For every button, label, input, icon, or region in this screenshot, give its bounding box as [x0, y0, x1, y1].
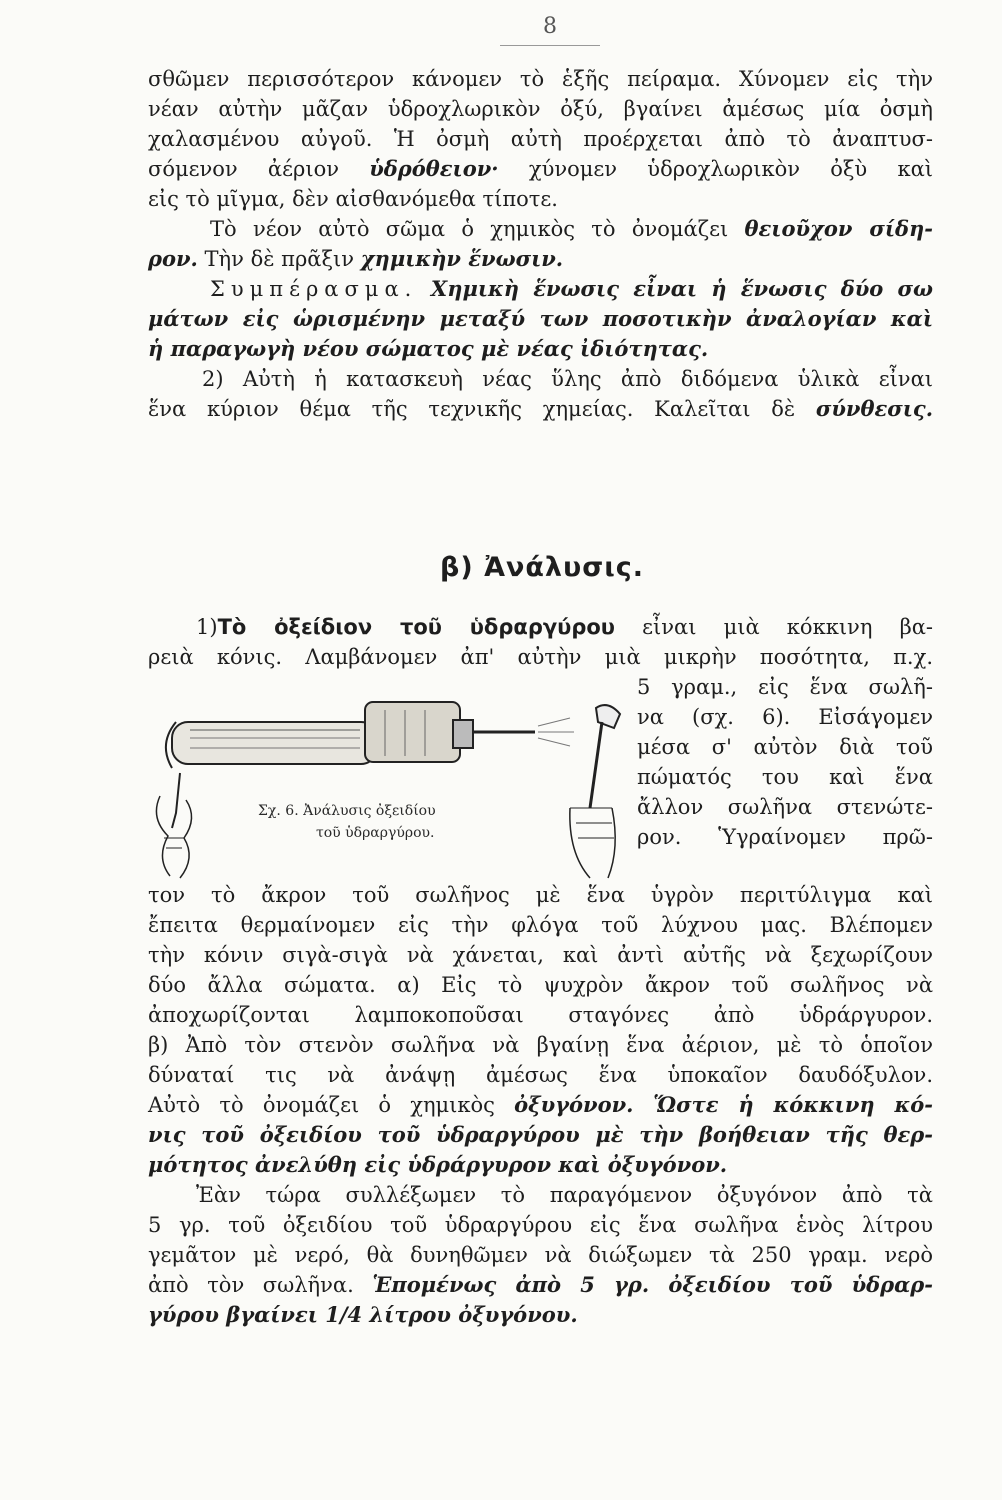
- holder: [172, 773, 180, 828]
- term-oxygen-conclusion: ὀξυγόνον. Ὥστε ἡ κόκκινη κό-: [514, 1092, 933, 1117]
- term-iron-sulfide: θειοῦχον σίδη-: [744, 216, 933, 241]
- text-span: Αὐτὸ τὸ ὀνομάζει ὁ χημικὸς: [148, 1093, 495, 1117]
- term-chemical-compound: χημικὴν ἕνωσιν.: [360, 246, 564, 271]
- text-line: [210, 214, 933, 244]
- glowing-splint: [596, 705, 620, 728]
- text-line: δύναταί τις νὰ ἀνάψῃ ἀμέσως ἕνα ὑποκαῖον δαυδόξυλον.: [148, 1063, 933, 1087]
- page-number: 8: [543, 14, 557, 39]
- text-line: [148, 1090, 933, 1120]
- text-line: [148, 154, 933, 184]
- text-span: ἕνα κύριον θέμα τῆς τεχνικῆς χημείας. Καλεῖται δὲ: [148, 397, 796, 421]
- term-synthesis: σύνθεσις.: [815, 396, 933, 421]
- conclusion-line: μότητος ἀνελύθη εἰς ὑδράργυρον καὶ ὀξυγόνον.: [148, 1152, 728, 1177]
- text-line: πώματός του καὶ ἕνα: [637, 765, 933, 789]
- text-line: 5 γρ. τοῦ ὀξειδίου τοῦ ὑδραργύρου εἰς ἕνα σωλῆνα ἑνὸς λίτρου: [148, 1213, 933, 1237]
- text-line: ἔπειτα θερμαίνομεν εἰς τὴν φλόγα τοῦ λύχνου μας. Βλέπομεν: [148, 913, 933, 937]
- text-line: νέαν αὐτὴν μᾶζαν ὑδροχλωρικὸν ὀξύ, βγαίνει ἀμέσως μία ὀσμὴ: [148, 97, 933, 121]
- text-line: Ἐὰν τώρα συλλέξωμεν τὸ παραγόμενον ὀξυγόνον ἀπὸ τὰ: [196, 1183, 933, 1207]
- text-line: δύο ἄλλα σώματα. α) Εἰς τὸ ψυχρὸν ἄκρον τοῦ σωλῆνος νὰ: [148, 973, 933, 997]
- text-line: τὴν κόνιν σιγὰ-σιγὰ νὰ χάνεται, καὶ ἀντὶ αὐτῆς νὰ ξεχωρίζουν: [148, 943, 933, 967]
- figure-caption: [258, 800, 436, 844]
- text-span: 1): [196, 615, 218, 639]
- text-line: β) Ἀπὸ τὸν στενὸν σωλῆνα νὰ βγαίνῃ ἕνα ἀέριον, μὲ τὸ ὁποῖον: [148, 1033, 933, 1057]
- text-line: ἀποχωρίζονται λαμποκοποῦσαι σταγόνες ἀπὸ ὑδράργυρον.: [148, 1003, 933, 1027]
- text-span: χύνομεν ὑδροχλωρικὸν ὀξὺ καὶ: [528, 157, 933, 181]
- section-heading: β) Ἀνάλυσις.: [440, 552, 645, 583]
- text-line: τον τὸ ἄκρον τοῦ σωλῆνος μὲ ἕνα ὑγρὸν περιτύλιγμα καὶ: [148, 883, 933, 907]
- text-span: Τὸ νέον αὐτὸ σῶμα ὁ χημικὸς τὸ ὀνομάζει: [210, 217, 729, 241]
- text-line: 2) Αὐτὴ ἡ κατασκευὴ νέας ὕλης ἀπὸ διδόμενα ὑλικὰ εἶναι: [202, 367, 933, 391]
- text-line: [148, 244, 933, 274]
- apparatus-illustration: [150, 688, 630, 888]
- text-line: [210, 274, 933, 304]
- term-hydrogen-sulfide: ὑδρόθειον·: [369, 156, 499, 181]
- text-line: 5 γραμ., εἰς ἕνα σωλῆ-: [637, 675, 933, 699]
- text-span: εἶναι μιὰ κόκκινη βα-: [642, 615, 933, 639]
- gas-jet: [538, 718, 574, 746]
- hand: [570, 808, 615, 878]
- text-line: ρον. Ὑγραίνομεν πρῶ-: [637, 825, 933, 849]
- text-line: [196, 612, 933, 642]
- term-mercury-oxide: Τὸ ὀξείδιον τοῦ ὑδραργύρου: [217, 615, 615, 639]
- text-span: Τὴν δὲ πρᾶξιν: [204, 247, 355, 271]
- test-tube: [172, 722, 377, 764]
- term-iron-sulfide-end: ρον.: [148, 246, 198, 271]
- conclusion-line: ἡ παραγωγὴ νέου σώματος μὲ νέας ἰδιότητας.: [148, 336, 709, 361]
- text-line: χαλασμένου αὐγοῦ. Ἡ ὀσμὴ αὐτὴ προέρχεται ἀπὸ τὸ ἀναπτυσ-: [148, 127, 933, 151]
- stopper: [365, 702, 460, 762]
- text-span: σόμενον ἀέριον: [148, 157, 339, 181]
- conclusion-line: μάτων εἰς ὡρισμένην μεταξύ των ποσοτικὴν ἀναλογίαν καὶ: [148, 306, 933, 331]
- figure-mercury-oxide-apparatus: [150, 688, 630, 888]
- conclusion-text: Χημικὴ ἕνωσις εἶναι ἡ ἕνωσις δύο σω: [430, 276, 933, 301]
- text-line: να (σχ. 6). Εἰσάγομεν: [637, 705, 933, 729]
- text-line: ρειὰ κόνις. Λαμβάνομεν ἀπ' αὐτὴν μιὰ μικρὴν ποσότητα, π.χ.: [148, 645, 933, 669]
- text-line: μέσα σ' αὐτὸν διὰ τοῦ: [637, 735, 933, 759]
- text-line: ἄλλον σωλῆνα στενώτε-: [637, 795, 933, 819]
- caption-line-1: Σχ. 6. Ἀνάλυσις ὀξειδίου: [258, 803, 436, 819]
- text-span: ἀπὸ τὸν σωλῆνα.: [148, 1273, 354, 1297]
- conclusion-line: γύρου βγαίνει 1/4 λίτρου ὀξυγόνου.: [148, 1302, 578, 1327]
- conclusion-line: νις τοῦ ὀξειδίου τοῦ ὑδραργύρου μὲ τὴν βοήθειαν τῆς θερ-: [148, 1122, 933, 1147]
- text-line: γεμᾶτον μὲ νερό, θὰ δυνηθῶμεν νὰ διώξωμεν τὰ 250 γραμ. νερὸ: [148, 1243, 933, 1267]
- text-line: [148, 1270, 933, 1300]
- page-rule: [500, 45, 600, 46]
- text-line: εἰς τὸ μῖγμα, δὲν αἰσθανόμεθα τίποτε.: [148, 187, 558, 211]
- text-line: [148, 394, 933, 424]
- conclusion-label: Συμπέρασμα.: [210, 277, 418, 301]
- text-line: σθῶμεν περισσότερον κάνομεν τὸ ἑξῆς πείραμα. Χύνομεν εἰς τὴν: [148, 67, 933, 91]
- caption-line-2: τοῦ ὑδραργύρου.: [316, 825, 435, 841]
- term-therefore: Ἑπομένως ἀπὸ 5 γρ. ὀξειδίου τοῦ ὑδραρ-: [372, 1272, 933, 1297]
